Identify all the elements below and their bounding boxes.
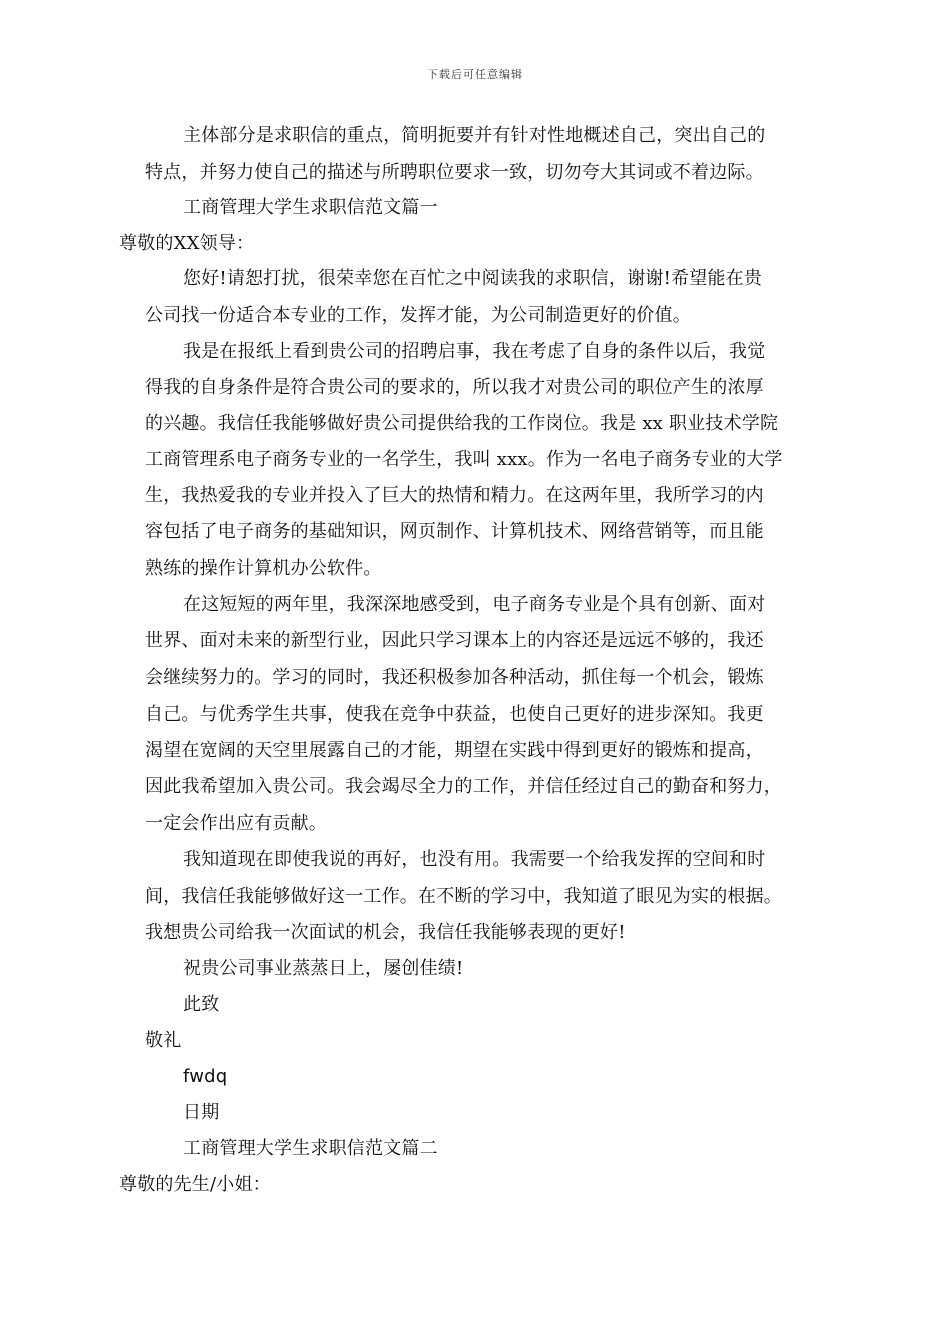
salutation: 尊敬的XX领导： — [119, 233, 255, 254]
paragraph-line: 容包括了电子商务的基础知识，网页制作、计算机技术、网络营销等，而且能 — [145, 521, 764, 542]
paragraph-line: 特点，并努力使自己的描述与所聘职位要求一致，切勿夸大其词或不着边际。 — [145, 162, 764, 183]
paragraph-line: 的兴趣。我信任我能够做好贵公司提供给我的工作岗位。我是 xx 职业技术学院 — [145, 413, 779, 434]
page-header-note: 下载后可任意编辑 — [427, 68, 523, 81]
paragraph-line: 主体部分是求职信的重点，简明扼要并有针对性地概述自己，突出自己的 — [183, 125, 766, 146]
paragraph-line: 我知道现在即使我说的再好，也没有用。我需要一个给我发挥的空间和时 — [183, 849, 766, 870]
section-heading: 工商管理大学生求职信范文篇二 — [183, 1138, 438, 1159]
signature-date: 日期 — [183, 1102, 220, 1123]
paragraph-line: 渴望在宽阔的天空里展露自己的才能，期望在实践中得到更好的锻炼和提高， — [145, 740, 764, 761]
paragraph-line: 在这短短的两年里，我深深地感受到，电子商务专业是个具有创新、面对 — [183, 594, 766, 615]
paragraph-line: 公司找一份适合本专业的工作，发挥才能，为公司制造更好的价值。 — [145, 305, 691, 326]
paragraph-line: 我想贵公司给我一次面试的机会，我信任我能够表现的更好! — [145, 922, 626, 943]
paragraph-line: 会继续努力的。学习的同时，我还积极参加各种活动，抓住每一个机会，锻炼 — [145, 667, 764, 688]
closing-wish: 祝贵公司事业蒸蒸日上，屡创佳绩! — [183, 958, 464, 979]
paragraph-line: 世界、面对未来的新型行业，因此只学习课本上的内容还是远远不够的，我还 — [145, 630, 764, 651]
paragraph-line: 我是在报纸上看到贵公司的招聘启事，我在考虑了自身的条件以后，我觉 — [183, 341, 766, 362]
section-heading: 工商管理大学生求职信范文篇一 — [183, 197, 438, 218]
closing-jingli: 敬礼 — [145, 1030, 182, 1051]
paragraph-line: 熟练的操作计算机办公软件。 — [145, 558, 382, 579]
paragraph-line: 工商管理系电子商务专业的一名学生，我叫 xxx。作为一名电子商务专业的大学 — [145, 449, 783, 470]
paragraph-line: 间，我信任我能够做好这一工作。在不断的学习中，我知道了眼见为实的根据。 — [145, 886, 782, 907]
paragraph-line: 生，我热爱我的专业并投入了巨大的热情和精力。在这两年里，我所学习的内 — [145, 485, 764, 506]
salutation: 尊敬的先生/小姐： — [119, 1174, 271, 1195]
closing-cizhi: 此致 — [183, 994, 220, 1015]
paragraph-line: 得我的自身条件是符合贵公司的要求的，所以我才对贵公司的职位产生的浓厚 — [145, 377, 764, 398]
signature-name: fwdq — [183, 1066, 228, 1087]
paragraph-line: 一定会作出应有贡献。 — [145, 813, 327, 834]
paragraph-line: 因此我希望加入贵公司。我会竭尽全力的工作，并信任经过自己的勤奋和努力， — [145, 776, 782, 797]
paragraph-line: 您好!请恕打扰，很荣幸您在百忙之中阅读我的求职信，谢谢!希望能在贵 — [183, 268, 763, 289]
paragraph-line: 自己。与优秀学生共事，使我在竞争中获益，也使自己更好的进步深知。我更 — [145, 704, 764, 725]
